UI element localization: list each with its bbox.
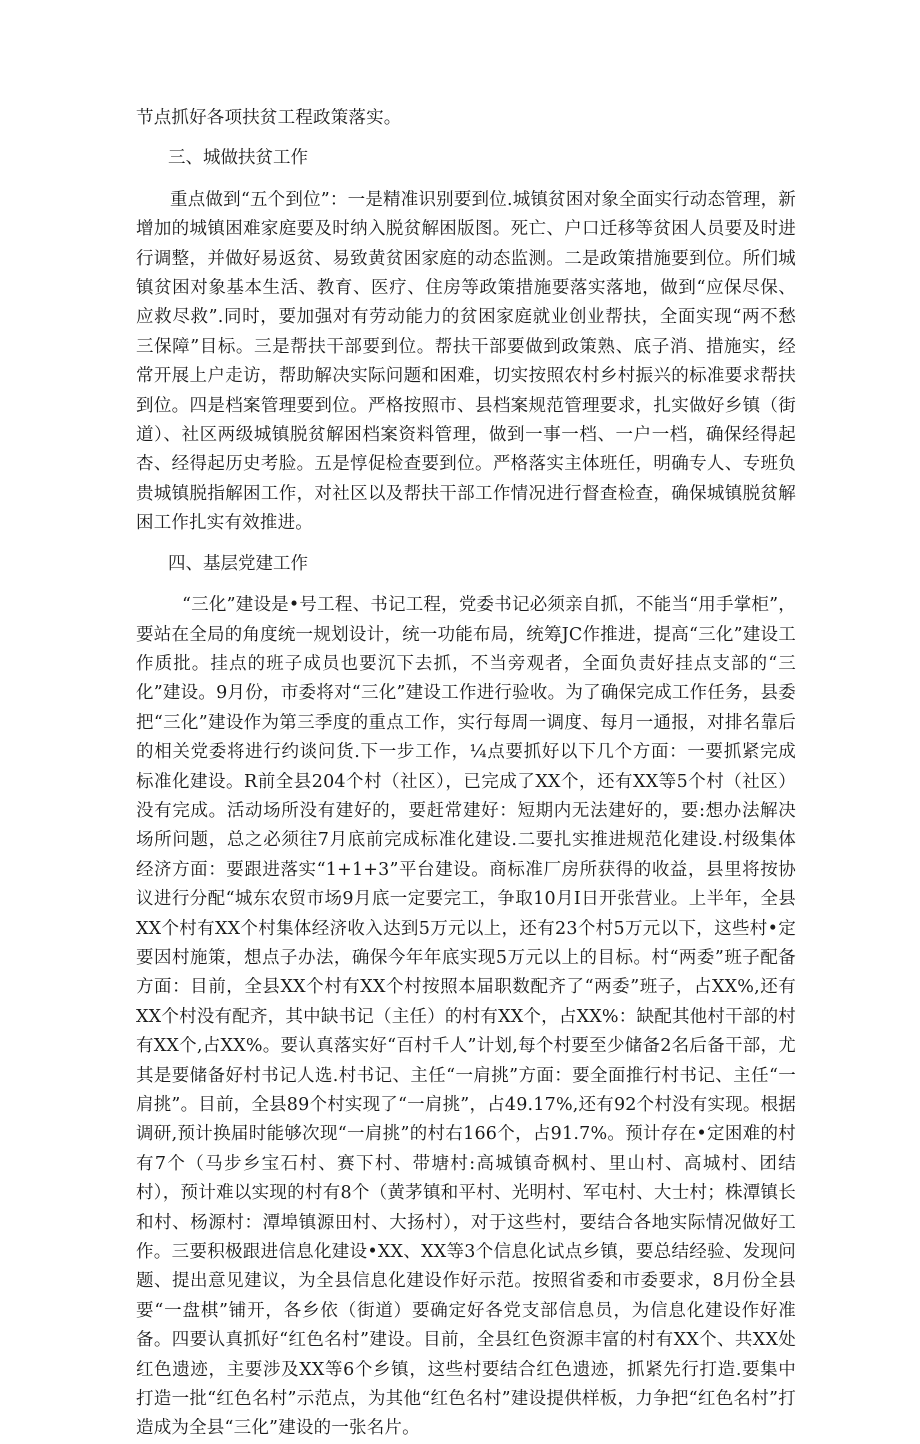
section-3-heading: 三、城做扶贫工作 xyxy=(168,148,308,169)
document-page xyxy=(136,100,796,1444)
intro-paragraph: 节点抓好各项扶贫工程政策落实。 xyxy=(136,108,402,128)
section-3-paragraph: 重点做到“五个到位”：一是精准识别要到位.城镇贫困对象全面实行动态管理，新增加的城镇困难家庭要及时纳入脱贫解困版图。死亡、户口迁移等贫困人员要及时进行调整，并做好易返贫、易致黄贫困家庭的动态监测。二是政策措施要到位。所们城镇贫困对象基本生活、教育、医疗、住房等政策措施要落实落地，做到“应保尽保、应救尽救”.同时，要加强对有劳动能力的贫困家庭就业创业帮扶，全面实现“两不愁三保障”目标。三是帮扶干部要到位。帮扶干部要做到政策熟、底子消、措施实，经常开展上户走访，帮助解决实际问题和困难，切实按照农村乡村振兴的标准要求帮扶到位。四是档案管理要到位。严格按照市、县档案规范管理要求，扎实做好乡镇（街道）、社区两级城镇脱贫解困档案资料管理，做到一事一档、一户一档，确保经得起杏、经得起历史考脸。五是惇促检查要到位。严格落实主体班任，明确专人、专班负贵城镇脱指解困工作，对社区以及帮扶干部工作情况进行督查检查，确保城镇脱贫解困工作扎实有效推进。 xyxy=(136,189,796,534)
section-4-heading: 四、基层党建工作 xyxy=(168,553,308,574)
section-4-paragraph: “三化”建设是•号工程、书记工程，党委书记必须亲自抓，不能当“用手掌柜”，要站在全局的角度统一规划设计，统一功能布局，统筹JC作推进，提高“三化”建设工作质批。挂点的班子成员也要沉下去抓，不当旁观者，全面负责好挂点支部的“三化”建设。9月份，市委将对“三化”建设工作进行验收。为了确保完成工作任务，县委把“三化”建设作为第三季度的重点工作，实行每周一调度、每月一通报，对排名靠后的相关党委将进行约谈问货.下一步工作，¼点要抓好以下几个方面：一要抓紧完成标准化建设。R前全县204个村（社区），已完成了XX个，还有XX等5个村（社区）没有完成。活动场所没有建好的，要赶常建好：短期内无法建好的，要:想办法解决场所问题，总之必须往7月底前完成标准化建设.二要扎实推进规范化建设.村级集体经济方面：要跟进落实“1+1+3”平台建设。商标准厂房所获得的收益，县里将按协议进行分配“城东农贸市场9月底一定要完工，争取10月I日开张营业。上半年，全县XX个村有XX个村集体经济收入达到5万元以上，还有23个村5万元以下，这些村•定要因村施策，想点子办法，确保今年年底实现5万元以上的目标。村“两委”班子配备方面：目前，全县XX个村有XX个村按照本届职数配齐了“两委”班子，占XX%,还有XX个村没有配齐，其中缺书记（主任）的村有XX个，占XX%：缺配其他村干部的村有XX个,占XX%。要认真落实好“百村千人”计划,每个村要至少储备2名后备干部，尤其是要储备好村书记人选.村书记、主任“一肩挑”方面：要全面推行村书记、主任“一肩挑”。目前，全县89个村实现了“一肩挑”，占49.17%,还有92个村没有实现。根据调研,预计换届时能够次现“一肩挑”的村右166个，占91.7%。预计存在•定困难的村有7个（马步乡宝石村、赛下村、带塘村:高城镇奇枫村、里山村、高城村、团结村），预计难以实现的村有8个（黄茅镇和平村、光明村、军屯村、大士村；株潭镇长和村、杨源村：潭埠镇源田村、大扬村），对于这些村，要结合各地实际情况做好工作。三要积极跟进信息化建设•XX、XX等3个信息化试点乡镇，要总结经验、发现问题、提出意见建议，为全县信息化建设作好示范。按照省委和市委要求，8月份全县要“一盘棋”铺开，各乡依（街道）要确定好各党支部信息员，为信息化建设作好准备。四要认真抓好“红色名村”建设。目前，全县红色资源丰富的村有XX个、共XX处红色遗迹，主要涉及XX等6个乡镇，这些村要结合红色遗迹，抓紧先行打造.要集中打造一批“红色名村”示范点，为其他“红色名村”建设提供样板，力争把“红色名村”打造成为全县“三化”建设的一张名片。 xyxy=(136,595,796,1439)
